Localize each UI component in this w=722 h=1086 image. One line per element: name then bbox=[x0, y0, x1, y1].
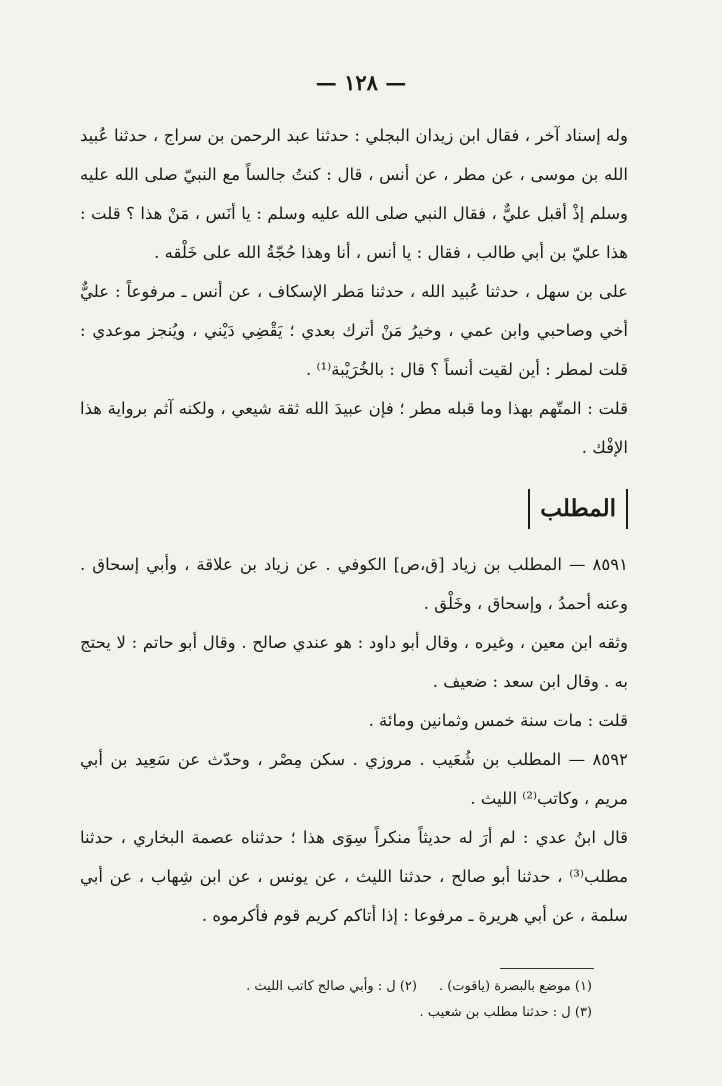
section-heading bbox=[80, 489, 628, 529]
footnote-line-2 bbox=[80, 1000, 592, 1026]
paragraph-ali-ibn-sahl: على بن سهل ، حدثنا عُبيد الله ، حدثنا مَطر الإسكاف ، عن أنس ـ مرفوعاً : عليٌّ أخي وصاحبي وابن عمي ، وخيرُ مَنْ أترك بعدي ؛ يَقْضِي دَيْني ، ويُنجز موعدي : قلت لمطر : أين لقيت أنساً ؟ قال : بالخُرَيْبة⁽¹⁾ . bbox=[80, 282, 628, 379]
footnote-3: (٣) ل : حدثنا مطلب بن شعيب . bbox=[419, 1005, 592, 1020]
section-title: المطلب bbox=[528, 489, 628, 529]
paragraph-comment: قلت : المتّهم بهذا وما قبله مطر ؛ فإن عبيدَ الله ثقة شيعي ، ولكنه آثم برواية هذا الإفْك . bbox=[80, 399, 628, 457]
entry-8591: ٨٥٩١ — المطلب بن زياد [ق،ص] الكوفي . عن زياد بن علاقة ، وأبي إسحاق . وعنه أحمدُ ، وإسحاق ، وخَلْق . bbox=[80, 555, 628, 613]
footnotes bbox=[80, 974, 592, 1026]
main-text bbox=[80, 116, 628, 935]
entry-8592: ٨٥٩٢ — المطلب بن شُعَيب . مروزي . سكن مِصْر ، وحدّث عن سَعِيد بن أبي مريم ، وكاتب⁽²⁾ الليث . bbox=[80, 750, 628, 808]
paragraph-isnad: وله إسناد آخر ، فقال ابن زيدان البجلي : حدثنا عبد الرحمن بن سراج ، حدثنا عُبيد الله بن موسى ، عن مطر ، عن أنس ، قال : كنتُ جالساً مع النبيّ صلى الله عليه وسلم إذْ أقبل عليٌّ ، فقال النبي صلى الله عليه وسلم : يا أنَس ، مَنْ هذا ؟ قلت : هذا عليّ بن أبي طالب ، فقال : يا أنس ، أنا وهذا حُجّةُ الله على خَلْقه . bbox=[80, 126, 628, 262]
entry-8591-death: قلت : مات سنة خمس وثمانين ومائة . bbox=[368, 711, 628, 730]
footnote-divider bbox=[500, 968, 594, 969]
page-number: — ١٢٨ — bbox=[315, 70, 407, 95]
entry-8591-grading: وثقه ابن معين ، وغيره ، وقال أبو داود : هو عندي صالح . وقال أبو حاتم : لا يحتج به . وقال ابن سعد : ضعيف . bbox=[80, 633, 628, 691]
entry-8592-hadith: قال ابنُ عدي : لم أرَ له حديثاً منكراً سِوَى هذا ؛ حدثناه عصمة البخاري ، حدثنا مطلب⁽³⁾ ، حدثنا أبو صالح ، حدثنا الليث ، عن يونس ، عن ابن شِهاب ، عن أبي سلمة ، عن أبي هريرة ـ مرفوعا : إذا أتاكم كريم قوم فأكرموه . bbox=[80, 828, 628, 925]
footnote-2: (٢) ل : وأبي صالح كاتب الليث . bbox=[246, 979, 417, 994]
footnote-1: (١) موضع بالبصرة (ياقوت) . bbox=[438, 979, 592, 994]
footnote-line-1 bbox=[80, 974, 592, 1000]
